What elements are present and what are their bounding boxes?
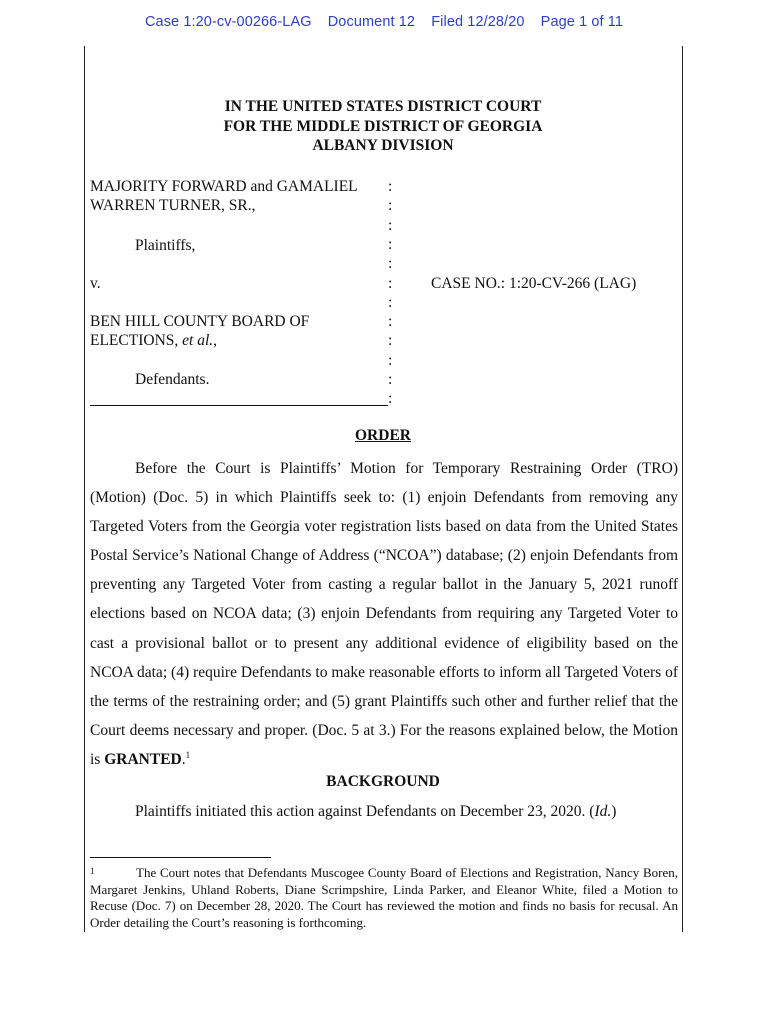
- caption-colon: :: [388, 352, 393, 369]
- footnote: [90, 865, 678, 931]
- ecf-header: [0, 14, 768, 30]
- footnote-number: 1: [90, 866, 95, 876]
- plaintiffs-name-line-1: MAJORITY FORWARD and GAMALIEL: [90, 178, 358, 195]
- defendants-name-comma: ,: [213, 332, 218, 349]
- background-paragraph-end: ): [611, 803, 617, 820]
- caption-underline: [90, 405, 388, 406]
- court-title-line-2: FOR THE MIDDLE DISTRICT OF GEORGIA: [223, 117, 543, 135]
- caption-colon: :: [388, 197, 393, 214]
- order-paragraph: [90, 454, 678, 774]
- caption-colon: :: [388, 332, 393, 349]
- background-paragraph-text: Plaintiffs initiated this action against Defendants on December 23, 2020. (: [135, 803, 595, 820]
- court-title: [84, 97, 682, 156]
- right-margin-rule: [682, 46, 683, 932]
- versus-label: v.: [90, 275, 101, 292]
- caption-colon: :: [388, 294, 393, 311]
- court-title-line-3: ALBANY DIVISION: [312, 137, 454, 154]
- case-number-header: Case 1:20-cv-00266-LAG: [144, 14, 312, 30]
- caption-colon: :: [388, 217, 393, 234]
- order-paragraph-text: Before the Court is Plaintiffs’ Motion for Temporary Restraining Order (TRO) (Motion) (Doc. 5) in which Plaintiffs seek to: (1) enjoin Defendants from removing any Targeted Voters from the Georgia voter registration lists based on data from the United States Postal Service’s National Change of Address (“NCOA”) database; (2) enjoin Defendants from preventing any Targeted Voter from casting a regular ballot in the January 5, 2021 runoff elections based on NCOA data; (3) enjoin Defendants from requiring any Targeted Voter to cast a provisional ballot or to present any additional evidence of eligibility based on the NCOA data; (4) require Defendants to make reasonable efforts to inform all Targeted Voters of the terms of the restraining order; and (5) grant Plaintiffs such other and further relief that the Court deems necessary and proper. (Doc. 5 at 3.) For the reasons explained below, the Motion is: [90, 460, 678, 768]
- background-paragraph: [90, 802, 678, 822]
- granted-bold: GRANTED: [104, 750, 182, 768]
- background-heading: BACKGROUND: [326, 773, 440, 790]
- plaintiffs-label: Plaintiffs,: [135, 237, 196, 254]
- defendants-label: Defendants.: [135, 371, 210, 388]
- footnote-text: The Court notes that Defendants Muscogee County Board of Elections and Registration, Nancy Boren, Margaret Jenkins, Uhland Roberts, Diane Scrimpshire, Linda Parker, and Eleanor White, filed a Motion to Recuse (Doc. 7) on December 28, 2020. The Court has reviewed the motion and finds no basis for recusal. An Order detailing the Court’s reasoning is forthcoming.: [90, 865, 678, 930]
- caption-colon: :: [388, 236, 393, 253]
- caption-colon: :: [388, 313, 393, 330]
- left-margin-rule: [84, 46, 85, 932]
- order-heading: ORDER: [355, 427, 411, 444]
- id-citation-italic: Id.: [594, 803, 612, 820]
- order-paragraph-period: .: [181, 750, 186, 768]
- caption-colon: :: [388, 178, 393, 195]
- et-al-italic: et al.: [182, 332, 214, 349]
- caption-colon: :: [388, 255, 393, 272]
- caption-colon: :: [388, 371, 393, 388]
- plaintiffs-name-line-2: WARREN TURNER, SR.,: [90, 197, 256, 214]
- document-number-header: Document 12: [327, 14, 416, 30]
- footnote-reference: 1: [185, 749, 191, 760]
- page-number-header: Page 1 of 11: [540, 14, 624, 30]
- defendants-name-line-1: BEN HILL COUNTY BOARD OF: [90, 313, 310, 330]
- caption-colon: :: [388, 390, 393, 407]
- filed-date-header: Filed 12/28/20: [431, 14, 525, 30]
- case-number-caption: CASE NO.: 1:20-CV-266 (LAG): [431, 275, 637, 292]
- defendants-name-text: ELECTIONS,: [90, 332, 183, 349]
- defendants-name-line-2: [90, 331, 217, 350]
- court-title-line-1: IN THE UNITED STATES DISTRICT COURT: [224, 98, 542, 115]
- caption-colon: :: [388, 275, 393, 292]
- footnote-separator: [90, 857, 271, 858]
